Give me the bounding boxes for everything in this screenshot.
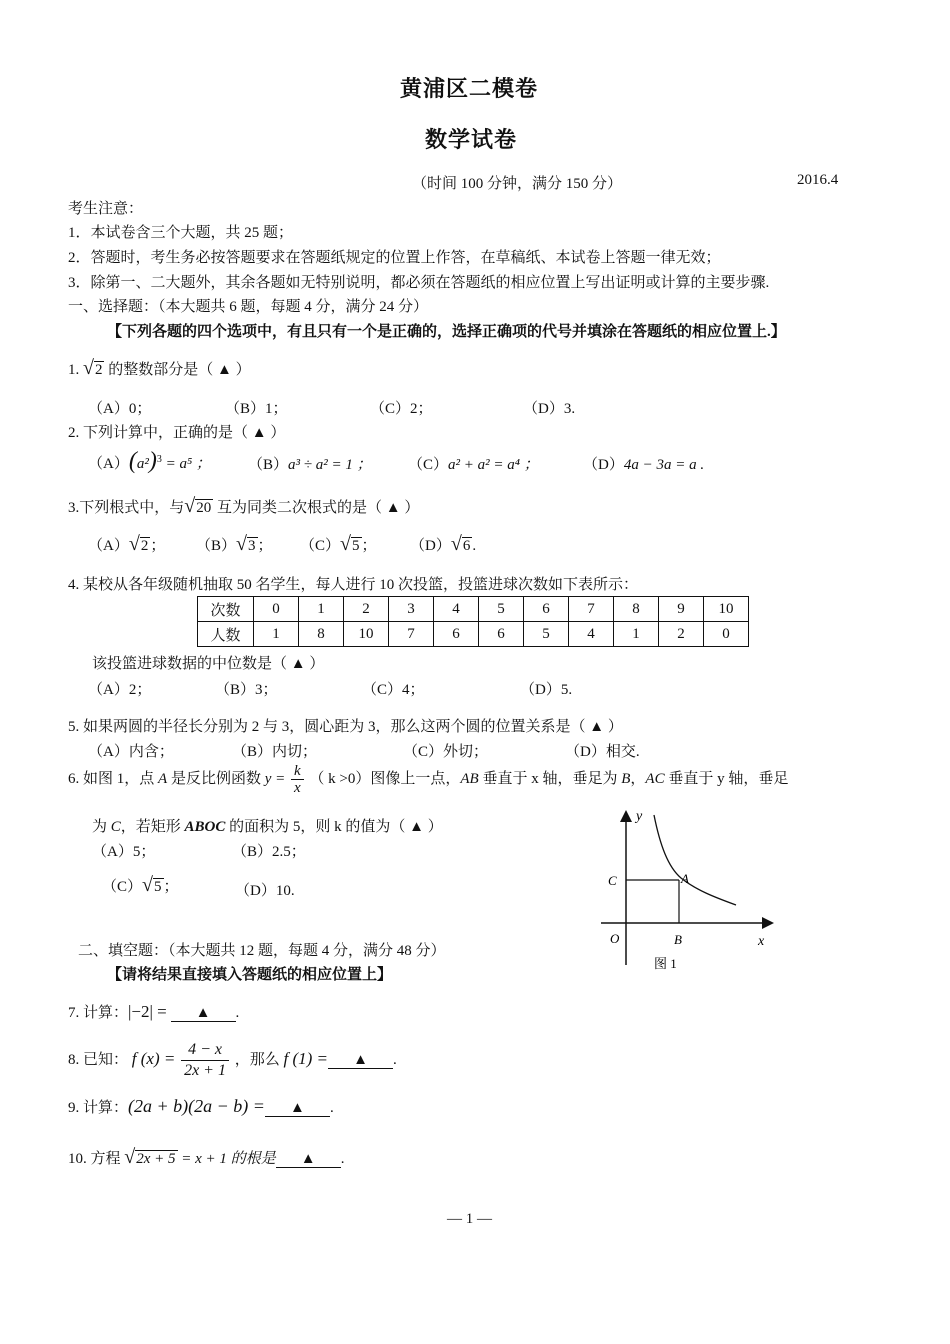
sqrt-expression: √3 [236, 533, 256, 555]
exponent: 3 [156, 454, 162, 465]
question-text: 8. 已知： [68, 1051, 129, 1068]
option-a [88, 448, 211, 475]
fraction [181, 1040, 229, 1081]
question-text: 的整数部分是（ ▲ ） [108, 362, 251, 378]
segment-label: AB [460, 770, 479, 787]
option-b: （B）1； [225, 401, 288, 417]
numerator: k [291, 763, 304, 780]
table-cell: 次数 [198, 597, 254, 622]
option-label: （D） [583, 457, 624, 473]
math-expression: f (x) = [131, 1048, 176, 1068]
question-4-stem: 4. 某校从各年级随机抽取 50 名学生，每人进行 10 次投篮，投篮进球次数如下表所示： [68, 577, 639, 593]
question-text: 垂直于 y 轴，垂足 [668, 770, 789, 787]
sqrt-expression: √2 [128, 533, 149, 555]
question-4-question: 该投篮进球数据的中位数是（ ▲ ） [92, 656, 325, 672]
table-cell: 1 [299, 597, 344, 622]
table-row [198, 597, 749, 622]
question-5-stem: 5. 如果两圆的半径长分别为 2 与 3，圆心距为 3，那么这两个圆的位置关系是（ ▲ ） [68, 719, 623, 735]
table-cell: 10 [344, 622, 389, 647]
question-number: 1. [68, 362, 80, 378]
punctuation: . [329, 1100, 334, 1116]
section1-instruction: 【下列各题的四个选项中，有且只有一个是正确的，选择正确项的代号并填涂在答题纸的相应位置上.】 [107, 324, 786, 340]
section1-title: 一、选择题：（本大题共 6 题，每题 4 分，满分 24 分） [68, 299, 429, 315]
question-text: ，若矩形 [120, 819, 181, 835]
question-text: 是反比例函数 [170, 770, 261, 787]
section2-instruction: 【请将结果直接填入答题纸的相应位置上】 [107, 967, 393, 983]
option-b [248, 453, 372, 474]
option-b: （B）内切； [232, 744, 318, 760]
x-axis-label: x [758, 934, 765, 949]
punctuation: . [235, 1005, 240, 1021]
option-b: （B）3； [215, 682, 278, 698]
page-number: — 1 — [447, 1211, 492, 1227]
option-label: （C） [102, 879, 143, 895]
option-a: （A）2； [88, 682, 152, 698]
table-cell: 1 [614, 622, 659, 647]
question-10 [68, 1146, 344, 1169]
paren-open: ( [128, 448, 137, 474]
sqrt-expression: √20 [184, 495, 212, 517]
math-expression: 4a − 3a = a . [623, 457, 705, 473]
table-cell: 6 [524, 597, 569, 622]
radicand: 20 [196, 500, 212, 516]
math-expression: |−2| = [128, 1002, 167, 1021]
denominator: 2x + 1 [184, 1062, 226, 1079]
time-info: （时间 100 分钟，满分 150 分） [412, 176, 623, 192]
punctuation: . [340, 1151, 345, 1167]
question-3-stem [68, 495, 419, 518]
option-d: （D）10. [235, 883, 295, 899]
point-label: C [110, 819, 121, 835]
point-a-label: A [681, 871, 689, 886]
denominator: x [293, 780, 301, 796]
point-b-label: B [674, 932, 682, 947]
answer-blank: ▲ [328, 1052, 393, 1069]
rectangle-label: ABOC [184, 819, 226, 835]
table-cell: 0 [704, 622, 749, 647]
option-a: （A）内含； [88, 744, 174, 760]
paren-close: ) [148, 448, 157, 474]
question-text: 10. 方程 [68, 1151, 121, 1167]
option-tail: . [472, 538, 477, 554]
option-label: （C） [408, 457, 449, 473]
question-6-line2 [92, 815, 443, 836]
question-8 [68, 1040, 397, 1081]
question-text: 的面积为 5，则 k 的值为（ ▲ ） [229, 819, 443, 835]
option-tail: ； [361, 538, 377, 554]
table-cell: 5 [479, 597, 524, 622]
question-text: （ k >0）图像上一点， [309, 770, 461, 787]
question-text: ，那么 [234, 1051, 280, 1068]
table-cell: 5 [524, 622, 569, 647]
option-tail: ； [257, 538, 273, 554]
figure-1-graph [596, 805, 786, 980]
option-label: （A） [88, 456, 129, 472]
exam-date: 2016.4 [797, 172, 839, 188]
option-c [408, 453, 539, 474]
table-cell: 6 [434, 622, 479, 647]
table-cell: 6 [479, 622, 524, 647]
table-cell: 4 [434, 597, 479, 622]
option-label: （B） [196, 538, 237, 554]
option-label: （A） [88, 538, 129, 554]
table-row [198, 622, 749, 647]
answer-blank: ▲ [265, 1100, 330, 1117]
sqrt-expression: √5 [142, 874, 162, 896]
point-label: A [158, 770, 168, 787]
table-cell: 9 [659, 597, 704, 622]
table-cell: 2 [344, 597, 389, 622]
option-c: （C）2； [370, 401, 433, 417]
math-expression: a² + a² = a⁴ ； [448, 457, 539, 473]
exam-subject-title: 数学试卷 [425, 128, 518, 153]
sqrt-expression: √2x + 5 [124, 1146, 176, 1168]
y-axis-label: y [636, 809, 643, 824]
question-1-stem [68, 357, 251, 380]
notice-item: 2．答题时，考生务必按答题要求在答题纸规定的位置上作答，在草稿纸、本试卷上答题一律无效； [68, 250, 721, 266]
table-cell: 7 [389, 622, 434, 647]
table-cell: 1 [254, 622, 299, 647]
question-text: 9. 计算： [68, 1100, 129, 1116]
answer-blank: ▲ [276, 1151, 341, 1168]
option-d: （D）5. [520, 682, 573, 698]
option-tail: ； [150, 538, 166, 554]
option-label: （C） [300, 538, 341, 554]
point-c-label: C [608, 873, 617, 888]
table-cell: 0 [254, 597, 299, 622]
radicand: 6 [462, 538, 471, 554]
table-cell: 3 [389, 597, 434, 622]
numerator: 4 − x [181, 1040, 229, 1061]
math-expression: a³ ÷ a² = 1 ； [288, 457, 372, 473]
math-expression: (2a + b)(2a − b) = [128, 1096, 265, 1116]
notice-item: 3．除第一、二大题外，其余各题如无特别说明，都必须在答题纸的相应位置上写出证明或计算的主要步骤. [68, 275, 770, 291]
option-c [102, 874, 179, 897]
option-b: （B）2.5； [232, 844, 306, 860]
figure-caption: 图 1 [654, 956, 677, 971]
punctuation: ， [630, 770, 646, 787]
math-expression: y = [264, 770, 286, 787]
question-text: 6. 如图 1，点 [68, 770, 155, 787]
punctuation: . [393, 1051, 397, 1068]
hyperbola-curve [654, 815, 736, 905]
question-text: 为 [92, 819, 108, 835]
point-label: B [621, 770, 631, 787]
question-text: 3.下列根式中，与 [68, 500, 185, 516]
shots-table [197, 596, 749, 647]
radicand: 2x + 5 [136, 1151, 176, 1167]
option-d: （D）相交. [565, 744, 640, 760]
table-cell: 8 [299, 622, 344, 647]
radicand: 2 [94, 362, 103, 378]
question-7 [68, 1001, 239, 1022]
answer-blank: ▲ [171, 1005, 236, 1022]
table-cell: 人数 [198, 622, 254, 647]
notice-heading: 考生注意： [68, 201, 144, 217]
question-text: 7. 计算： [68, 1005, 129, 1021]
fraction [291, 763, 304, 796]
notice-item: 1．本试卷含三个大题，共 25 题； [68, 225, 294, 241]
option-d [583, 453, 704, 474]
question-6-line1 [68, 763, 788, 796]
radicand: 2 [140, 538, 149, 554]
option-label: （B） [248, 457, 289, 473]
option-c: （C）4； [362, 682, 425, 698]
table-cell: 8 [614, 597, 659, 622]
sqrt-expression: √2 [83, 357, 103, 379]
radicand: 5 [352, 538, 360, 554]
table-cell: 2 [659, 622, 704, 647]
option-d: （D）3. [523, 401, 576, 417]
table-cell: 10 [704, 597, 749, 622]
option-a: （A）0； [88, 401, 152, 417]
question-9 [68, 1096, 334, 1117]
origin-label: O [610, 931, 620, 946]
math-expression: a² [136, 456, 149, 472]
option-d [410, 533, 476, 556]
math-expression: = x + 1 的根是 [181, 1151, 276, 1167]
table-cell: 4 [569, 622, 614, 647]
segment-label: AC [645, 770, 665, 787]
option-a [88, 533, 165, 556]
option-c [300, 533, 377, 556]
section2-title: 二、填空题：（本大题共 12 题，每题 4 分，满分 48 分） [78, 943, 446, 959]
option-label: （D） [410, 538, 451, 554]
math-expression: f (1) = [283, 1048, 329, 1068]
table-cell: 7 [569, 597, 614, 622]
radicand: 3 [248, 538, 256, 554]
question-2-stem: 2. 下列计算中，正确的是（ ▲ ） [68, 425, 286, 441]
option-b [196, 533, 273, 556]
sqrt-expression: √5 [340, 533, 360, 555]
radicand: 5 [154, 879, 162, 895]
question-text: 垂直于 x 轴，垂足为 [482, 770, 618, 787]
option-c: （C）外切； [403, 744, 489, 760]
question-text: 互为同类二次根式的是（ ▲ ） [217, 500, 420, 516]
sqrt-expression: √6 [450, 533, 471, 555]
option-tail: ； [163, 879, 179, 895]
math-expression: = a⁵ ； [165, 456, 211, 472]
exam-region-title: 黄浦区二模卷 [400, 77, 539, 102]
option-a: （A）5； [92, 844, 156, 860]
